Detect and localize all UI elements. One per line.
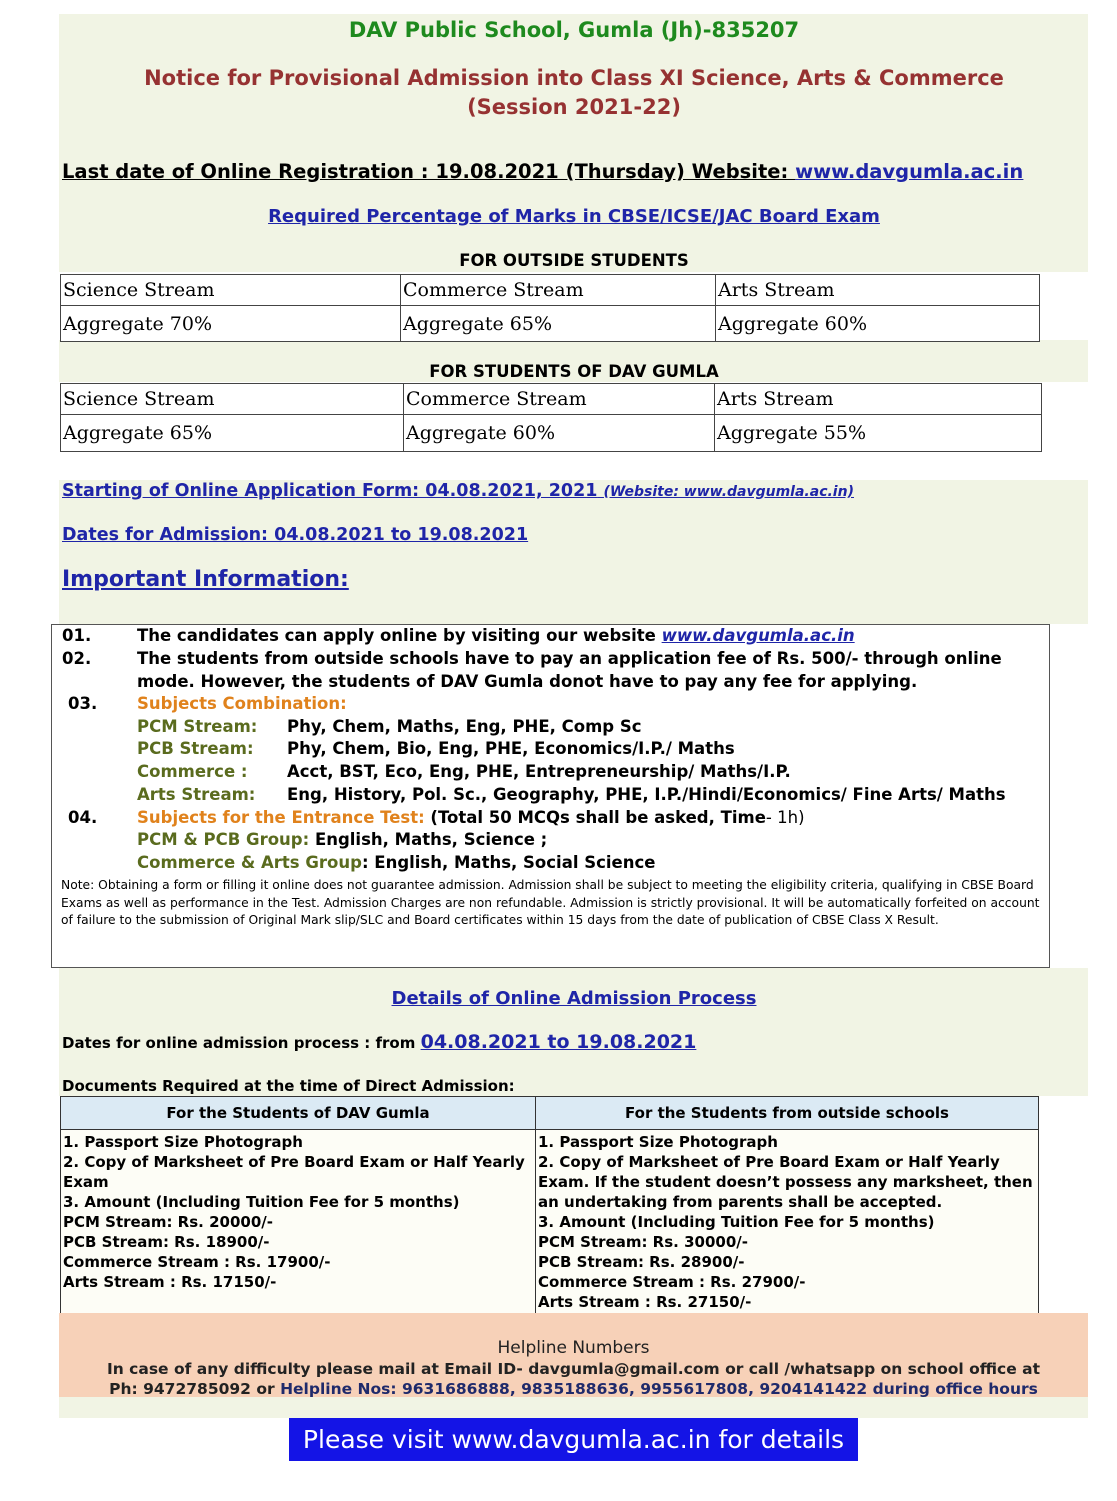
entrance-test-detail: (Total 50 MCQs shall be asked, Time [424,808,766,827]
helpline-text [59,1359,1088,1399]
list-item: Commerce Stream : Rs. 27900/- [538,1273,806,1291]
helpline-line2 [59,1379,1088,1399]
item-2-line1: The students from outside schools have to pay an application fee of Rs. 500/- through online [137,649,1002,668]
list-item: PCB Stream: Rs. 18900/- [63,1233,270,1251]
group-2-label: Commerce & Arts Group [137,853,362,872]
list-item: 3. Amount (Including Tuition Fee for 5 months) [538,1213,935,1231]
documents-outside-cell [536,1130,1039,1315]
helpline-phone: Ph: 9472785092 or [109,1380,281,1398]
notice-title-line1: Notice for Provisional Admission into Class XI Science, Arts & Commerce [144,66,1004,90]
outside-students-heading: FOR OUTSIDE STUDENTS [459,251,689,270]
header-commerce: Commerce Stream [404,384,715,415]
documents-dav-cell [61,1130,536,1315]
item-1-text: The candidates can apply online by visiting our website [137,626,662,645]
dates-for-admission[interactable]: Dates for Admission: 04.08.2021 to 19.08.2021 [62,525,529,545]
group-1-label: PCM & PCB Group: [137,830,310,849]
entrance-test-line [137,808,805,827]
item-number-2: 02. [62,649,92,668]
list-item: 3. Amount (Including Tuition Fee for 5 months) [63,1193,460,1211]
helpline-line1: In case of any difficulty please mail at Email ID- davgumla@gmail.com or call /whatsapp on school office at [106,1360,1041,1378]
footer-panel [59,1397,1088,1418]
dav-students-table [60,383,1042,452]
item-1 [137,626,855,645]
last-date-line [62,160,1023,183]
notice-title [60,64,1088,122]
entrance-test-title: Subjects for the Entrance Test: [137,808,425,827]
helpline-title: Helpline Numbers [497,1338,650,1358]
entrance-test-time: - 1h) [765,808,805,827]
details-heading: Details of Online Admission Process [391,988,757,1009]
stream-subjects-arts: Eng, History, Pol. Sc., Geography, PHE, I.P./Hindi/Economics/ Fine Arts/ Maths [287,785,1006,804]
list-item: PCB Stream: Rs. 28900/- [538,1253,745,1271]
header-arts: Arts Stream [716,275,1040,306]
item-2-line2: mode. However, the students of DAV Gumla donot have to pay any fee for applying. [137,672,918,691]
item-number-4: 04. [68,808,98,827]
value-arts: Aggregate 60% [716,306,1040,342]
group-2-line [137,853,655,872]
list-item: Arts Stream : Rs. 27150/- [538,1293,752,1311]
header-science: Science Stream [61,275,401,306]
stream-label-commerce: Commerce : [137,762,248,781]
list-item: 2. Copy of Marksheet of Pre Board Exam or Half Yearly Exam [63,1153,525,1191]
documents-table [60,1096,1039,1315]
stream-subjects-commerce: Acct, BST, Eco, Eng, PHE, Entrepreneurship/ Maths/I.P. [287,762,791,781]
header-arts: Arts Stream [715,384,1042,415]
list-item: PCM Stream: Rs. 20000/- [63,1213,273,1231]
item-1-website-link[interactable]: www.davgumla.ac.in [661,626,855,645]
value-commerce: Aggregate 65% [401,306,716,342]
group-1-line [137,830,547,849]
header-science: Science Stream [61,384,404,415]
table-row [61,415,1042,452]
table-row [61,1097,1039,1130]
last-date-label: Last date of Online Registration : 19.08.2021 (Thursday) Website: [62,160,796,183]
website-link[interactable]: www.davgumla.ac.in [795,160,1024,183]
stream-label-arts: Arts Stream: [137,785,256,804]
list-item: 1. Passport Size Photograph [63,1133,303,1151]
table-row [61,384,1042,415]
outside-students-table [60,274,1040,342]
dates-panel [59,480,1088,624]
header-commerce: Commerce Stream [401,275,716,306]
helpline-numbers: Helpline Nos: 9631686888, 9835188636, 9955617808, 9204141422 during office hours [280,1380,1038,1398]
table-row [61,275,1040,306]
stream-subjects-pcb: Phy, Chem, Bio, Eng, PHE, Economics/I.P./ Maths [287,739,735,758]
online-dates-value: 04.08.2021 to 19.08.2021 [420,1031,697,1053]
list-item: PCM Stream: Rs. 30000/- [538,1233,748,1251]
required-percentage-heading: Required Percentage of Marks in CBSE/ICSE/JAC Board Exam [268,206,880,227]
documents-header-dav: For the Students of DAV Gumla [61,1097,536,1130]
visit-website-banner[interactable]: Please visit www.davgumla.ac.in for details [289,1418,858,1461]
stream-subjects-pcm: Phy, Chem, Maths, Eng, PHE, Comp Sc [287,717,642,736]
documents-heading: Documents Required at the time of Direct Admission: [62,1077,515,1095]
value-science: Aggregate 70% [61,306,401,342]
admission-note: Note: Obtaining a form or filling it online does not guarantee admission. Admission shall be subject to meeting the eligibility criteria, qualifying in CBSE Board Exams as well as performance in the Test. Admission Charges are non refundable. Admission is strictly provisional. It will be automatically forfeited on account of failure to the submission of Original Mark slip/SLC and Board certificates within 15 days from the date of publication of CBSE Class X Result. [61,878,1040,927]
list-item: 2. Copy of Marksheet of Pre Board Exam or Half Yearly Exam. If the student doesn’t possess any marksheet, then an undertaking from parents shall be accepted. [538,1153,1033,1211]
value-science: Aggregate 65% [61,415,404,452]
list-item: 1. Passport Size Photograph [538,1133,778,1151]
school-name: DAV Public School, Gumla (Jh)-835207 [348,18,800,42]
online-dates-label: Dates for online admission process : from [62,1034,421,1052]
table-row [61,306,1040,342]
subjects-combination-title: Subjects Combination: [137,694,347,713]
item-number-1: 01. [62,626,92,645]
value-arts: Aggregate 55% [715,415,1042,452]
group-1-subjects: English, Maths, Science ; [309,830,548,849]
stream-label-pcb: PCB Stream: [137,739,254,758]
important-info-heading: Important Information: [62,567,349,592]
online-dates-line [62,1031,696,1053]
dav-students-heading: FOR STUDENTS OF DAV GUMLA [429,362,719,381]
group-2-subjects: : English, Maths, Social Science [361,853,656,872]
item-number-3: 03. [68,694,98,713]
table-row [61,1130,1039,1315]
header-panel [59,14,1088,272]
documents-header-outside: For the Students from outside schools [536,1097,1039,1130]
starting-form-website[interactable]: (Website: www.davgumla.ac.in) [603,484,854,500]
list-item: Arts Stream : Rs. 17150/- [63,1273,277,1291]
list-item: Commerce Stream : Rs. 17900/- [63,1253,331,1271]
starting-form-line[interactable] [62,481,854,501]
stream-label-pcm: PCM Stream: [137,717,258,736]
value-commerce: Aggregate 60% [404,415,715,452]
starting-form-text: Starting of Online Application Form: 04.08.2021, 2021 [62,481,598,501]
notice-title-line2: (Session 2021-22) [467,95,681,119]
